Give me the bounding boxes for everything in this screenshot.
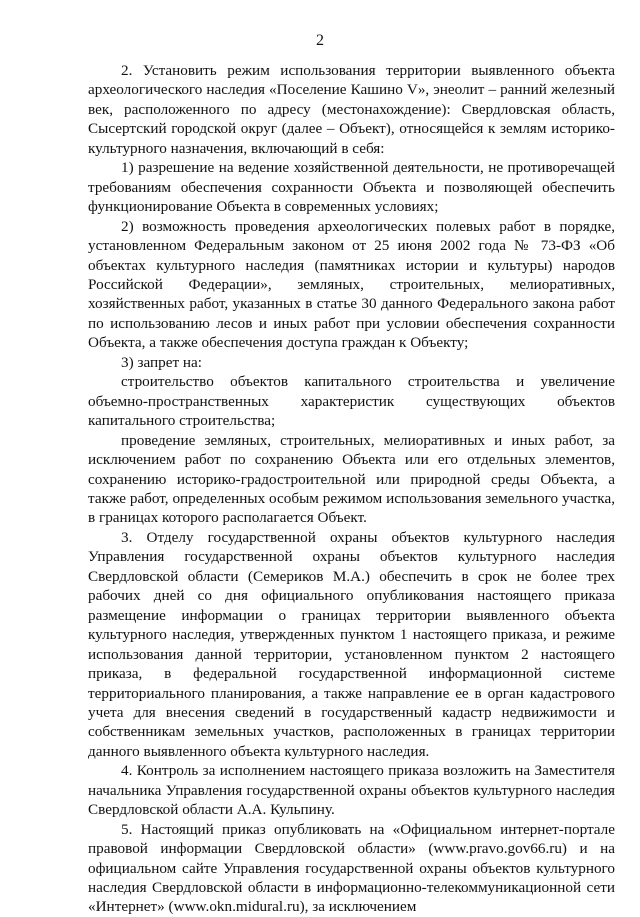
paragraph-item-3: 3. Отделу государственной охраны объектов культурного наследия Управления государственной охраны объектов культурного наследия Свердловской области (Семериков М.А.) обеспечить в срок не более трех рабочих дней со дня официального опубликования настоящего приказа размещение информации о границах территории выявленного объекта культурного наследия, утвержденных пунктом 1 настоящего приказа, и режиме использования данной территории, установленном пунктом 2 настоящего приказа, в федеральной государственной информационной системе территориального планирования, а также направление ее в орган кадастрового учета для внесения сведений в государственный кадастр недвижимости и собственникам земельных участков, расположенных в границах территории данного выявленного объекта культурного наследия.	[88, 528, 615, 760]
paragraph-item-5: 5. Настоящий приказ опубликовать на «Официальном интернет-портале правовой информации Свердловской области» (www.pravo.gov66.ru) и на официальном сайте Управления государственной охраны объектов культурного наследия Свердловской области в информационно-телекоммуникационной сети «Интернет» (www.okn.midural.ru), за исключением	[88, 820, 615, 916]
paragraph-prohibition-works: проведение земляных, строительных, мелиоративных и иных работ, за исключением работ по сохранению Объекта или его отдельных элементов, сохранению историко-градостроительной или природной среды Объекта, а также работ, определенных особым режимом использования земельного участка, в границах которого располагается Объект.	[88, 431, 615, 527]
paragraph-subitem-2: 2) возможность проведения археологических полевых работ в порядке, установленном Федеральным законом от 25 июня 2002 года № 73-ФЗ «Об объектах культурного наследия (памятниках истории и культуры) народов Российской Федерации», земляных, строительных, мелиоративных, хозяйственных работ, указанных в статье 30 данного Федерального закона работ по использованию лесов и иных работ при условии обеспечения сохранности Объекта, а также обеспечения доступа граждан к Объекту;	[88, 217, 615, 352]
paragraph-prohibition-construction: строительство объектов капитального строительства и увеличение объемно-пространственных характеристик существующих объектов капитального строительства;	[88, 373, 615, 430]
document-body	[88, 61, 615, 917]
paragraph-item-2: 2. Установить режим использования территории выявленного объекта археологического наследия «Поселение Кашино V», энеолит – ранний железный век, расположенного по адресу (местонахождение): Свердловская область, Сысертский городской округ (далее – Объект), относящейся к землям историко-культурного назначения, включающий в себя:	[88, 62, 615, 157]
paragraph-subitem-3: 3) запрет на:	[121, 353, 202, 371]
paragraph-item-4: 4. Контроль за исполнением настоящего приказа возложить на Заместителя начальника Управления государственной охраны объектов культурного наследия Свердловской области А.А. Кульпину.	[88, 762, 615, 819]
paragraph-subitem-1: 1) разрешение на ведение хозяйственной деятельности, не противоречащей требованиям обеспечения сохранности Объекта и позволяющей обеспечить функционирование Объекта в современных условиях;	[88, 159, 615, 216]
page-number: 2	[316, 32, 324, 49]
